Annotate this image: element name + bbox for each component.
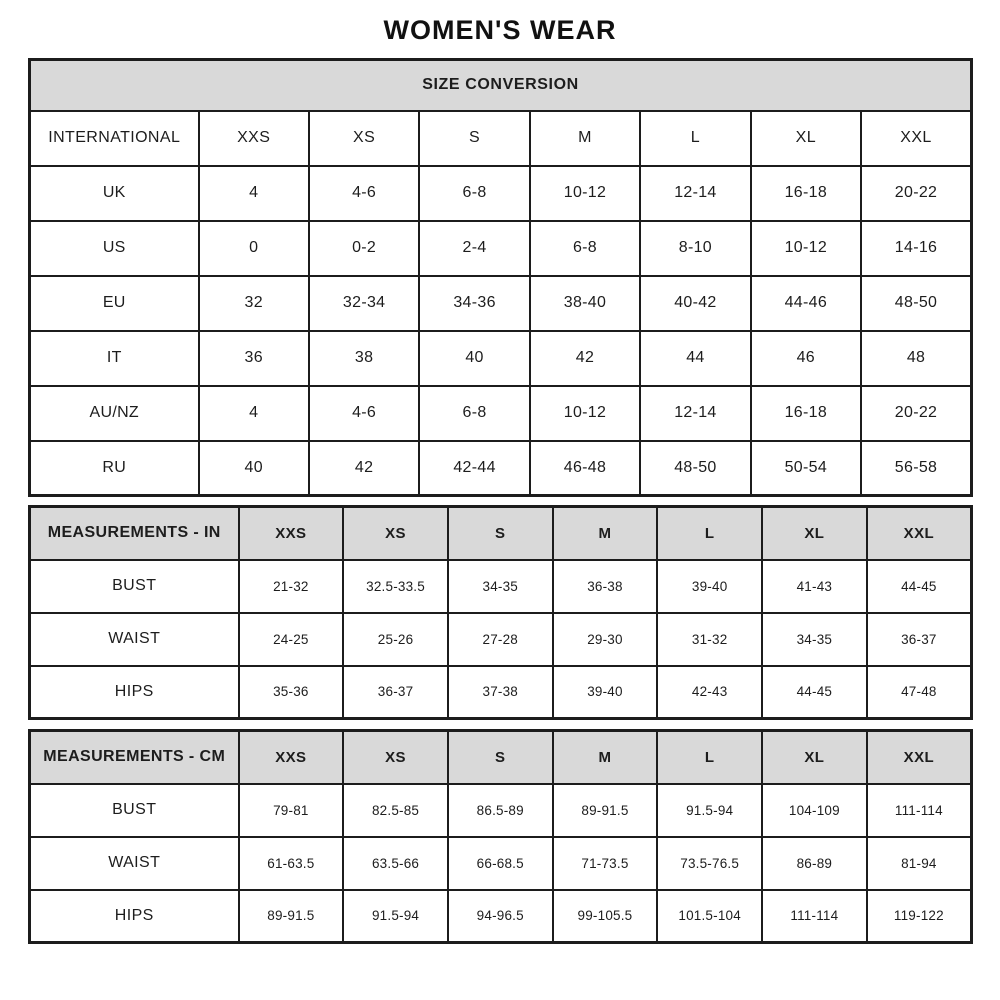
measurements-in-value-waist-xxl: 36-37 <box>867 613 972 666</box>
size-value-us-xl: 10-12 <box>751 221 861 276</box>
size-value-ru-xl: 50-54 <box>751 441 861 496</box>
column-header-s: S <box>419 111 529 166</box>
measurements-in-value-bust-xs: 32.5-33.5 <box>343 560 448 613</box>
size-value-eu-m: 38-40 <box>530 276 640 331</box>
size-value-eu-xxl: 48-50 <box>861 276 971 331</box>
size-conversion-row-au-nz <box>30 386 972 441</box>
column-header-international: INTERNATIONAL <box>30 111 199 166</box>
measurements-in-value-hips-s: 37-38 <box>448 666 553 719</box>
size-conversion-table <box>28 58 973 497</box>
measurements-cm-value-bust-s: 86.5-89 <box>448 784 553 837</box>
size-value-eu-xxs: 32 <box>199 276 309 331</box>
size-value-us-xxs: 0 <box>199 221 309 276</box>
measurements-in-row-label-hips: HIPS <box>30 666 239 719</box>
measurements-in-value-hips-xl: 44-45 <box>762 666 867 719</box>
size-conversion-row-ru <box>30 441 972 496</box>
size-value-au-nz-m: 10-12 <box>530 386 640 441</box>
measurements-in-table <box>28 505 973 720</box>
size-conversion-row-uk <box>30 166 972 221</box>
column-header-xs: XS <box>309 111 419 166</box>
size-value-au-nz-xs: 4-6 <box>309 386 419 441</box>
size-conversion-banner-row <box>30 60 972 111</box>
measurements-cm-column-header-l: L <box>657 731 762 784</box>
size-value-au-nz-l: 12-14 <box>640 386 750 441</box>
size-conversion-header-row <box>30 111 972 166</box>
size-conversion-row-us <box>30 221 972 276</box>
size-value-us-l: 8-10 <box>640 221 750 276</box>
size-value-uk-xs: 4-6 <box>309 166 419 221</box>
measurements-cm-row-bust <box>30 784 972 837</box>
row-label-eu: EU <box>30 276 199 331</box>
measurements-cm-value-hips-xs: 91.5-94 <box>343 890 448 943</box>
measurements-cm-value-waist-s: 66-68.5 <box>448 837 553 890</box>
measurements-in-value-waist-xl: 34-35 <box>762 613 867 666</box>
size-value-ru-m: 46-48 <box>530 441 640 496</box>
measurements-cm-value-hips-l: 101.5-104 <box>657 890 762 943</box>
size-value-us-s: 2-4 <box>419 221 529 276</box>
measurements-cm-row-label-hips: HIPS <box>30 890 239 943</box>
size-value-ru-s: 42-44 <box>419 441 529 496</box>
size-conversion-body <box>30 111 972 496</box>
measurements-cm-value-waist-xxs: 61-63.5 <box>239 837 344 890</box>
size-value-eu-s: 34-36 <box>419 276 529 331</box>
measurements-in-value-waist-m: 29-30 <box>553 613 658 666</box>
size-value-uk-s: 6-8 <box>419 166 529 221</box>
measurements-cm-title: MEASUREMENTS - CM <box>30 731 239 784</box>
size-value-uk-l: 12-14 <box>640 166 750 221</box>
measurements-cm-value-hips-s: 94-96.5 <box>448 890 553 943</box>
measurements-cm-value-bust-xs: 82.5-85 <box>343 784 448 837</box>
measurements-cm-column-header-xxl: XXL <box>867 731 972 784</box>
size-value-us-xxl: 14-16 <box>861 221 971 276</box>
measurements-in-value-hips-l: 42-43 <box>657 666 762 719</box>
size-value-eu-l: 40-42 <box>640 276 750 331</box>
size-value-ru-xxl: 56-58 <box>861 441 971 496</box>
measurements-cm-value-hips-xl: 111-114 <box>762 890 867 943</box>
size-value-au-nz-s: 6-8 <box>419 386 529 441</box>
measurements-cm-value-hips-m: 99-105.5 <box>553 890 658 943</box>
measurements-cm-column-header-xxs: XXS <box>239 731 344 784</box>
column-header-xxl: XXL <box>861 111 971 166</box>
measurements-in-header-row <box>30 507 972 560</box>
measurements-in-value-waist-s: 27-28 <box>448 613 553 666</box>
measurements-cm-value-bust-xxs: 79-81 <box>239 784 344 837</box>
measurements-in-body <box>30 507 972 719</box>
row-label-au-nz: AU/NZ <box>30 386 199 441</box>
size-conversion-row-eu <box>30 276 972 331</box>
size-value-eu-xl: 44-46 <box>751 276 861 331</box>
measurements-in-row-hips <box>30 666 972 719</box>
measurements-in-value-hips-m: 39-40 <box>553 666 658 719</box>
measurements-in-column-header-m: M <box>553 507 658 560</box>
measurements-in-title: MEASUREMENTS - IN <box>30 507 239 560</box>
measurements-cm-value-hips-xxl: 119-122 <box>867 890 972 943</box>
measurements-cm-value-waist-l: 73.5-76.5 <box>657 837 762 890</box>
measurements-cm-body <box>30 731 972 943</box>
row-label-ru: RU <box>30 441 199 496</box>
size-value-it-l: 44 <box>640 331 750 386</box>
column-header-xl: XL <box>751 111 861 166</box>
page-title: WOMEN'S WEAR <box>383 15 617 45</box>
measurements-in-value-waist-l: 31-32 <box>657 613 762 666</box>
measurements-in-value-waist-xs: 25-26 <box>343 613 448 666</box>
measurements-in-value-waist-xxs: 24-25 <box>239 613 344 666</box>
row-label-it: IT <box>30 331 199 386</box>
measurements-in-column-header-xl: XL <box>762 507 867 560</box>
measurements-in-value-bust-s: 34-35 <box>448 560 553 613</box>
size-value-uk-xl: 16-18 <box>751 166 861 221</box>
measurements-cm-value-hips-xxs: 89-91.5 <box>239 890 344 943</box>
size-value-it-xxl: 48 <box>861 331 971 386</box>
measurements-in-value-bust-xl: 41-43 <box>762 560 867 613</box>
size-value-it-xs: 38 <box>309 331 419 386</box>
size-value-us-xs: 0-2 <box>309 221 419 276</box>
measurements-in-value-bust-xxl: 44-45 <box>867 560 972 613</box>
size-value-eu-xs: 32-34 <box>309 276 419 331</box>
row-label-uk: UK <box>30 166 199 221</box>
measurements-cm-column-header-s: S <box>448 731 553 784</box>
measurements-in-column-header-xs: XS <box>343 507 448 560</box>
measurements-cm-column-header-xl: XL <box>762 731 867 784</box>
measurements-in-row-bust <box>30 560 972 613</box>
size-value-au-nz-xl: 16-18 <box>751 386 861 441</box>
measurements-cm-row-label-bust: BUST <box>30 784 239 837</box>
size-value-us-m: 6-8 <box>530 221 640 276</box>
measurements-in-value-bust-m: 36-38 <box>553 560 658 613</box>
measurements-cm-column-header-xs: XS <box>343 731 448 784</box>
measurements-cm-value-waist-m: 71-73.5 <box>553 837 658 890</box>
size-value-it-s: 40 <box>419 331 529 386</box>
size-value-it-xl: 46 <box>751 331 861 386</box>
measurements-in-column-header-s: S <box>448 507 553 560</box>
measurements-cm-value-waist-xl: 86-89 <box>762 837 867 890</box>
size-value-uk-xxl: 20-22 <box>861 166 971 221</box>
size-conversion-row-it <box>30 331 972 386</box>
size-value-ru-l: 48-50 <box>640 441 750 496</box>
measurements-in-row-label-bust: BUST <box>30 560 239 613</box>
measurements-cm-row-label-waist: WAIST <box>30 837 239 890</box>
measurements-cm-table <box>28 729 973 944</box>
measurements-cm-row-hips <box>30 890 972 943</box>
measurements-in-column-header-xxs: XXS <box>239 507 344 560</box>
measurements-cm-value-bust-xxl: 111-114 <box>867 784 972 837</box>
size-value-ru-xxs: 40 <box>199 441 309 496</box>
measurements-cm-value-bust-l: 91.5-94 <box>657 784 762 837</box>
size-conversion-title: SIZE CONVERSION <box>30 60 972 111</box>
size-value-it-xxs: 36 <box>199 331 309 386</box>
column-header-xxs: XXS <box>199 111 309 166</box>
measurements-cm-row-waist <box>30 837 972 890</box>
measurements-in-row-waist <box>30 613 972 666</box>
column-header-l: L <box>640 111 750 166</box>
measurements-cm-value-waist-xxl: 81-94 <box>867 837 972 890</box>
measurements-cm-header-row <box>30 731 972 784</box>
measurements-cm-value-waist-xs: 63.5-66 <box>343 837 448 890</box>
measurements-in-value-hips-xxl: 47-48 <box>867 666 972 719</box>
column-header-m: M <box>530 111 640 166</box>
measurements-in-column-header-l: L <box>657 507 762 560</box>
measurements-cm-value-bust-xl: 104-109 <box>762 784 867 837</box>
measurements-in-value-bust-l: 39-40 <box>657 560 762 613</box>
measurements-in-column-header-xxl: XXL <box>867 507 972 560</box>
measurements-in-value-hips-xs: 36-37 <box>343 666 448 719</box>
size-value-uk-m: 10-12 <box>530 166 640 221</box>
size-value-au-nz-xxl: 20-22 <box>861 386 971 441</box>
measurements-in-value-bust-xxs: 21-32 <box>239 560 344 613</box>
size-value-au-nz-xxs: 4 <box>199 386 309 441</box>
size-value-it-m: 42 <box>530 331 640 386</box>
size-value-ru-xs: 42 <box>309 441 419 496</box>
measurements-cm-value-bust-m: 89-91.5 <box>553 784 658 837</box>
measurements-cm-column-header-m: M <box>553 731 658 784</box>
measurements-in-value-hips-xxs: 35-36 <box>239 666 344 719</box>
row-label-us: US <box>30 221 199 276</box>
measurements-in-row-label-waist: WAIST <box>30 613 239 666</box>
size-value-uk-xxs: 4 <box>199 166 309 221</box>
